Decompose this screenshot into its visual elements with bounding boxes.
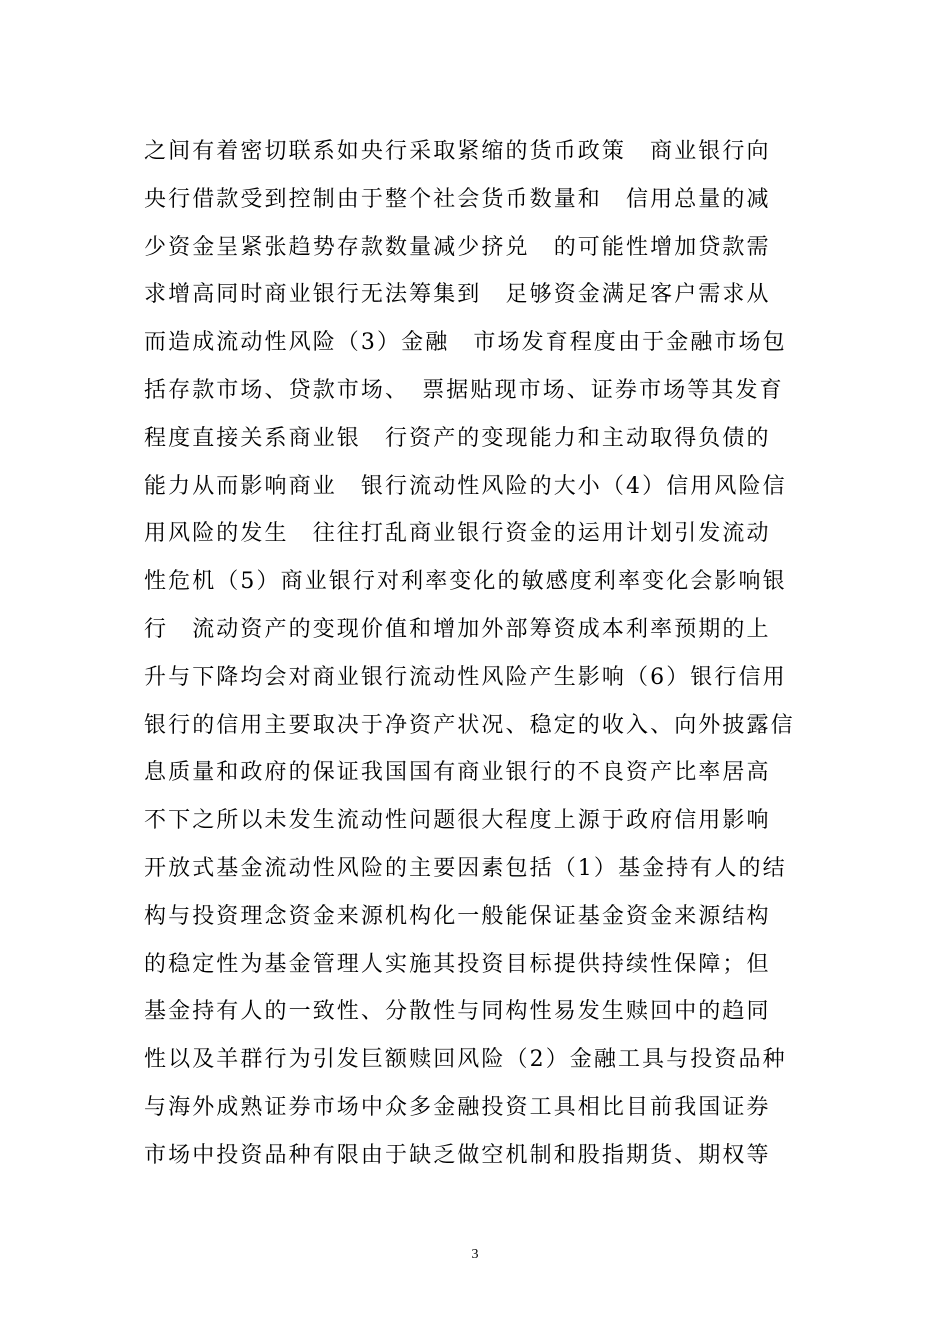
text-line: 构与投资理念资金来源机构化一般能保证基金资金来源结构 xyxy=(144,903,771,929)
text-line: 性危机（5）商业银行对利率变化的敏感度利率变化会影响银 xyxy=(144,569,787,595)
text-line: 性以及羊群行为引发巨额赎回风险（2）金融工具与投资品种 xyxy=(144,1047,787,1073)
text-line: 而造成流动性风险（3）金融 市场发育程度由于金融市场包 xyxy=(144,330,787,356)
text-line: 市场中投资品种有限由于缺乏做空机制和股指期货、期权等 xyxy=(144,1142,771,1168)
text-line: 的稳定性为基金管理人实施其投资目标提供持续性保障；但 xyxy=(144,951,771,977)
text-line: 程度直接关系商业银 行资产的变现能力和主动取得负债的 xyxy=(144,425,771,451)
text-line: 升与下降均会对商业银行流动性风险产生影响（6）银行信用 xyxy=(144,664,787,690)
text-line: 息质量和政府的保证我国国有商业银行的不良资产比率居高 xyxy=(144,760,771,786)
text-line: 能力从而影响商业 银行流动性风险的大小（4）信用风险信 xyxy=(144,473,787,499)
text-line: 基金持有人的一致性、分散性与同构性易发生赎回中的趋同 xyxy=(144,999,771,1025)
text-line: 括存款市场、贷款市场、 票据贴现市场、证券市场等其发育 xyxy=(144,377,784,403)
text-line: 开放式基金流动性风险的主要因素包括（1）基金持有人的结 xyxy=(144,855,787,881)
text-line: 银行的信用主要取决于净资产状况、稳定的收入、向外披露信 xyxy=(144,712,795,738)
text-line: 之间有着密切联系如央行采取紧缩的货币政策 商业银行向 xyxy=(144,139,771,164)
text-line: 少资金呈紧张趋势存款数量减少挤兑 的可能性增加贷款需 xyxy=(144,234,771,260)
text-line: 行 流动资产的变现价值和增加外部筹资成本利率预期的上 xyxy=(144,616,771,642)
text-line: 央行借款受到控制由于整个社会货币数量和 信用总量的减 xyxy=(144,186,771,212)
page-number: 3 xyxy=(471,1247,479,1262)
text-line: 求增高同时商业银行无法筹集到 足够资金满足客户需求从 xyxy=(144,282,771,308)
text-line: 与海外成熟证券市场中众多金融投资工具相比目前我国证券 xyxy=(144,1094,771,1120)
text-line: 用风险的发生 往往打乱商业银行资金的运用计划引发流动 xyxy=(144,521,771,547)
body-text xyxy=(144,128,808,1180)
text-line: 不下之所以未发生流动性问题很大程度上源于政府信用影响 xyxy=(144,808,771,834)
